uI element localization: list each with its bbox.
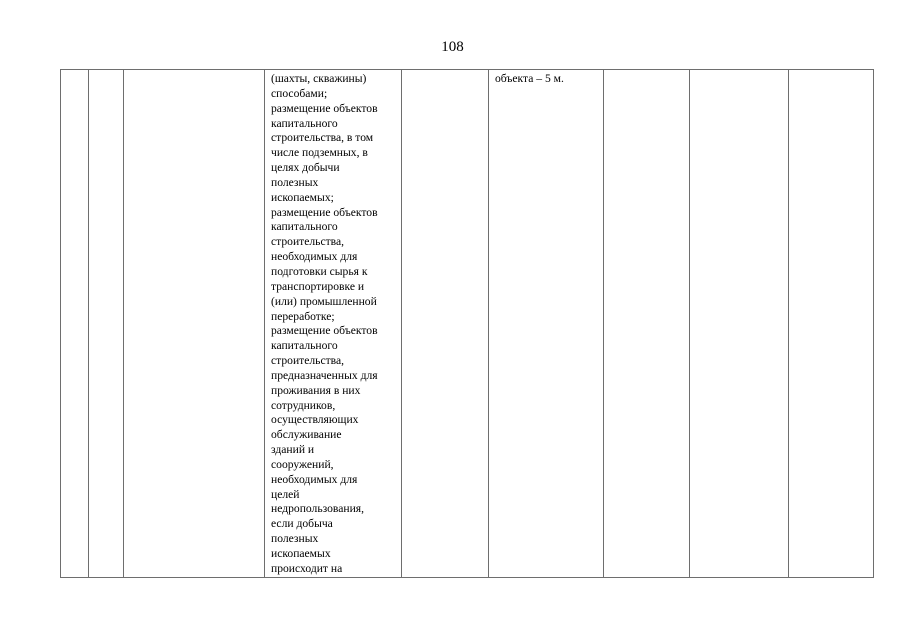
table-cell-setback (489, 70, 604, 578)
cell-text-line: целей (271, 487, 300, 501)
cell-text-line: (или) промышленной (271, 294, 377, 308)
table-cell-7 (604, 70, 690, 578)
cell-text-line: недропользования, (271, 502, 365, 516)
cell-text-line: капитального (271, 339, 338, 353)
table-cell-permitted-use (265, 70, 402, 578)
cell-text-line: переработке; (271, 309, 335, 323)
cell-text-line: целях добычи (271, 161, 340, 175)
table-cell-8 (690, 70, 789, 578)
cell-text-line: сотрудников, (271, 398, 336, 412)
regulation-table (60, 69, 874, 578)
cell-text-line: капитального (271, 116, 338, 130)
table-cell-5 (402, 70, 489, 578)
cell-text-line: происходит на (271, 561, 343, 575)
page-number: 108 (441, 39, 464, 55)
table-cell-1 (61, 70, 89, 578)
table-row (61, 70, 874, 578)
cell-text-line: строительства, в том (271, 131, 374, 145)
cell-text-line: необходимых для (271, 250, 358, 264)
cell-text-line: размещение объектов (271, 101, 378, 115)
table-cell-9 (789, 70, 874, 578)
cell-text-line: строительства, (271, 235, 345, 249)
cell-text-line: транспортировке и (271, 279, 365, 293)
cell-text-line: размещение объектов (271, 324, 378, 338)
cell-text-line: осуществляющих (271, 413, 359, 427)
cell-text-line: предназначенных для (271, 368, 378, 382)
table-cell-2 (89, 70, 124, 578)
cell-text-line: ископаемых; (271, 190, 334, 204)
cell-text-line: числе подземных, в (271, 146, 368, 160)
cell-text-line: капитального (271, 220, 338, 234)
cell-text-line: объекта – 5 м. (495, 72, 564, 85)
cell-text-line: обслуживание (271, 428, 342, 442)
cell-text-line: сооружений, (271, 457, 334, 471)
cell-text-line: (шахты, скважины) (271, 72, 367, 85)
table-cell-3 (124, 70, 265, 578)
cell-text-line: полезных (271, 175, 319, 189)
cell-text-line: ископаемых (271, 547, 331, 560)
cell-text-line: строительства, (271, 354, 345, 368)
cell-text-line: проживания в них (271, 383, 361, 397)
cell-text-line: если добыча (271, 517, 333, 531)
cell-text-line: подготовки сырья к (271, 264, 368, 278)
cell-text-line: полезных (271, 532, 319, 546)
cell-text-line: зданий и (271, 443, 315, 457)
cell-text-line: размещение объектов (271, 205, 378, 219)
cell-text-line: способами; (271, 86, 328, 100)
cell-text-line: необходимых для (271, 472, 358, 486)
